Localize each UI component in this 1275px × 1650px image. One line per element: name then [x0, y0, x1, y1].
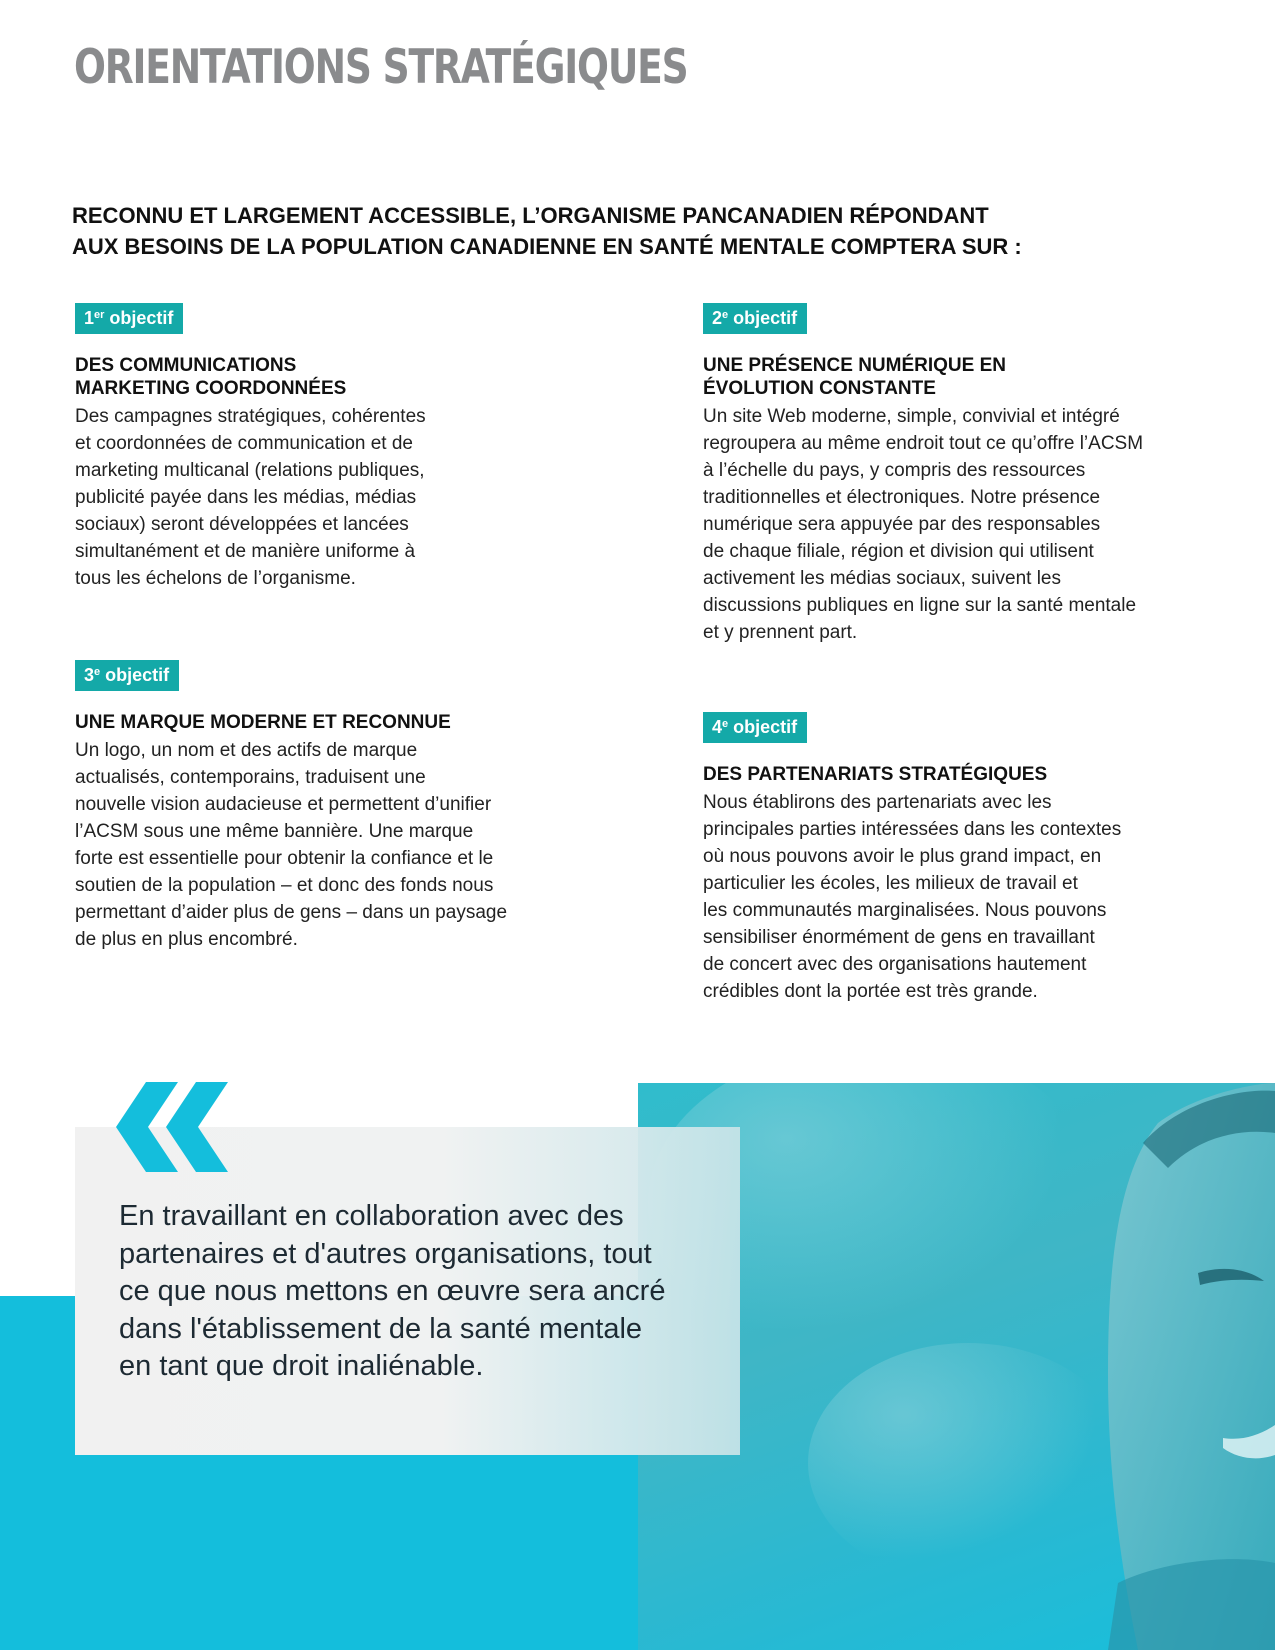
objective-body: Des campagnes stratégiques, cohérentes et coordonnées de communication et de marketing multicanal (relations publiques, publicité payée dans les médias, médias sociaux) seront développées et lancées simultanément et de manière uniforme à tous les échelons de l’organisme. [75, 406, 426, 589]
objective-4 [703, 712, 1263, 1005]
objective-badge: 1er objectif [75, 303, 183, 334]
intro-line: AUX BESOINS DE LA POPULATION CANADIENNE EN SANTÉ MENTALE COMPTERA SUR : [72, 234, 1022, 259]
quote-text: En travaillant en collaboration avec des partenaires et d'autres organisations, tout ce que nous mettons en œuvre sera ancré dans l'établissement de la santé mentale en tant que droit inaliénable. [119, 1200, 666, 1382]
objective-body: Nous établirons des partenariats avec les principales parties intéressées dans les contextes où nous pouvons avoir le plus grand impact, en particulier les écoles, les milieux de travail et les communautés marginalisées. Nous pouvons sensibiliser énormément de gens en travaillant de concert avec des organisations hautement crédibles dont la portée est très grande. [703, 792, 1122, 1002]
objective-2 [703, 303, 1263, 646]
objective-badge: 4e objectif [703, 712, 807, 743]
objective-heading: UNE MARQUE MODERNE ET RECONNUE [75, 712, 451, 733]
guillemet-chevron [166, 1082, 228, 1172]
intro-line: RECONNU ET LARGEMENT ACCESSIBLE, L’ORGANISME PANCANADIEN RÉPONDANT [72, 203, 989, 228]
objective-body: Un logo, un nom et des actifs de marque actualisés, contemporains, traduisent une nouvelle vision audacieuse et permettent d’unifier l’ACSM sous une même bannière. Une marque forte est essentielle pour obtenir la confiance et le soutien de la population – et donc des fonds nous permettant d’aider plus de gens – dans un paysage de plus en plus encombré. [75, 740, 508, 950]
page-title: ORIENTATIONS STRATÉGIQUES [74, 40, 688, 95]
objective-heading: DES COMMUNICATIONS MARKETING COORDONNÉES [75, 355, 347, 399]
objective-badge: 3e objectif [75, 660, 179, 691]
guillemet-open-icon [116, 1082, 236, 1172]
intro-heading [72, 200, 1172, 262]
objective-heading: DES PARTENARIATS STRATÉGIQUES [703, 764, 1048, 785]
objective-heading: UNE PRÉSENCE NUMÉRIQUE EN ÉVOLUTION CONSTANTE [703, 355, 1006, 399]
objective-badge: 2e objectif [703, 303, 807, 334]
objective-body: Un site Web moderne, simple, convivial et intégré regroupera au même endroit tout ce qu’offre l’ACSM à l’échelle du pays, y compris des ressources traditionnelles et électroniques. Notre présence numérique sera appuyée par des responsables de chaque filiale, région et division qui utilisent activement les médias sociaux, suivent les discussions publiques en ligne sur la santé mentale et y prennent part. [703, 406, 1144, 643]
objective-3 [75, 660, 635, 953]
objective-1 [75, 303, 595, 592]
